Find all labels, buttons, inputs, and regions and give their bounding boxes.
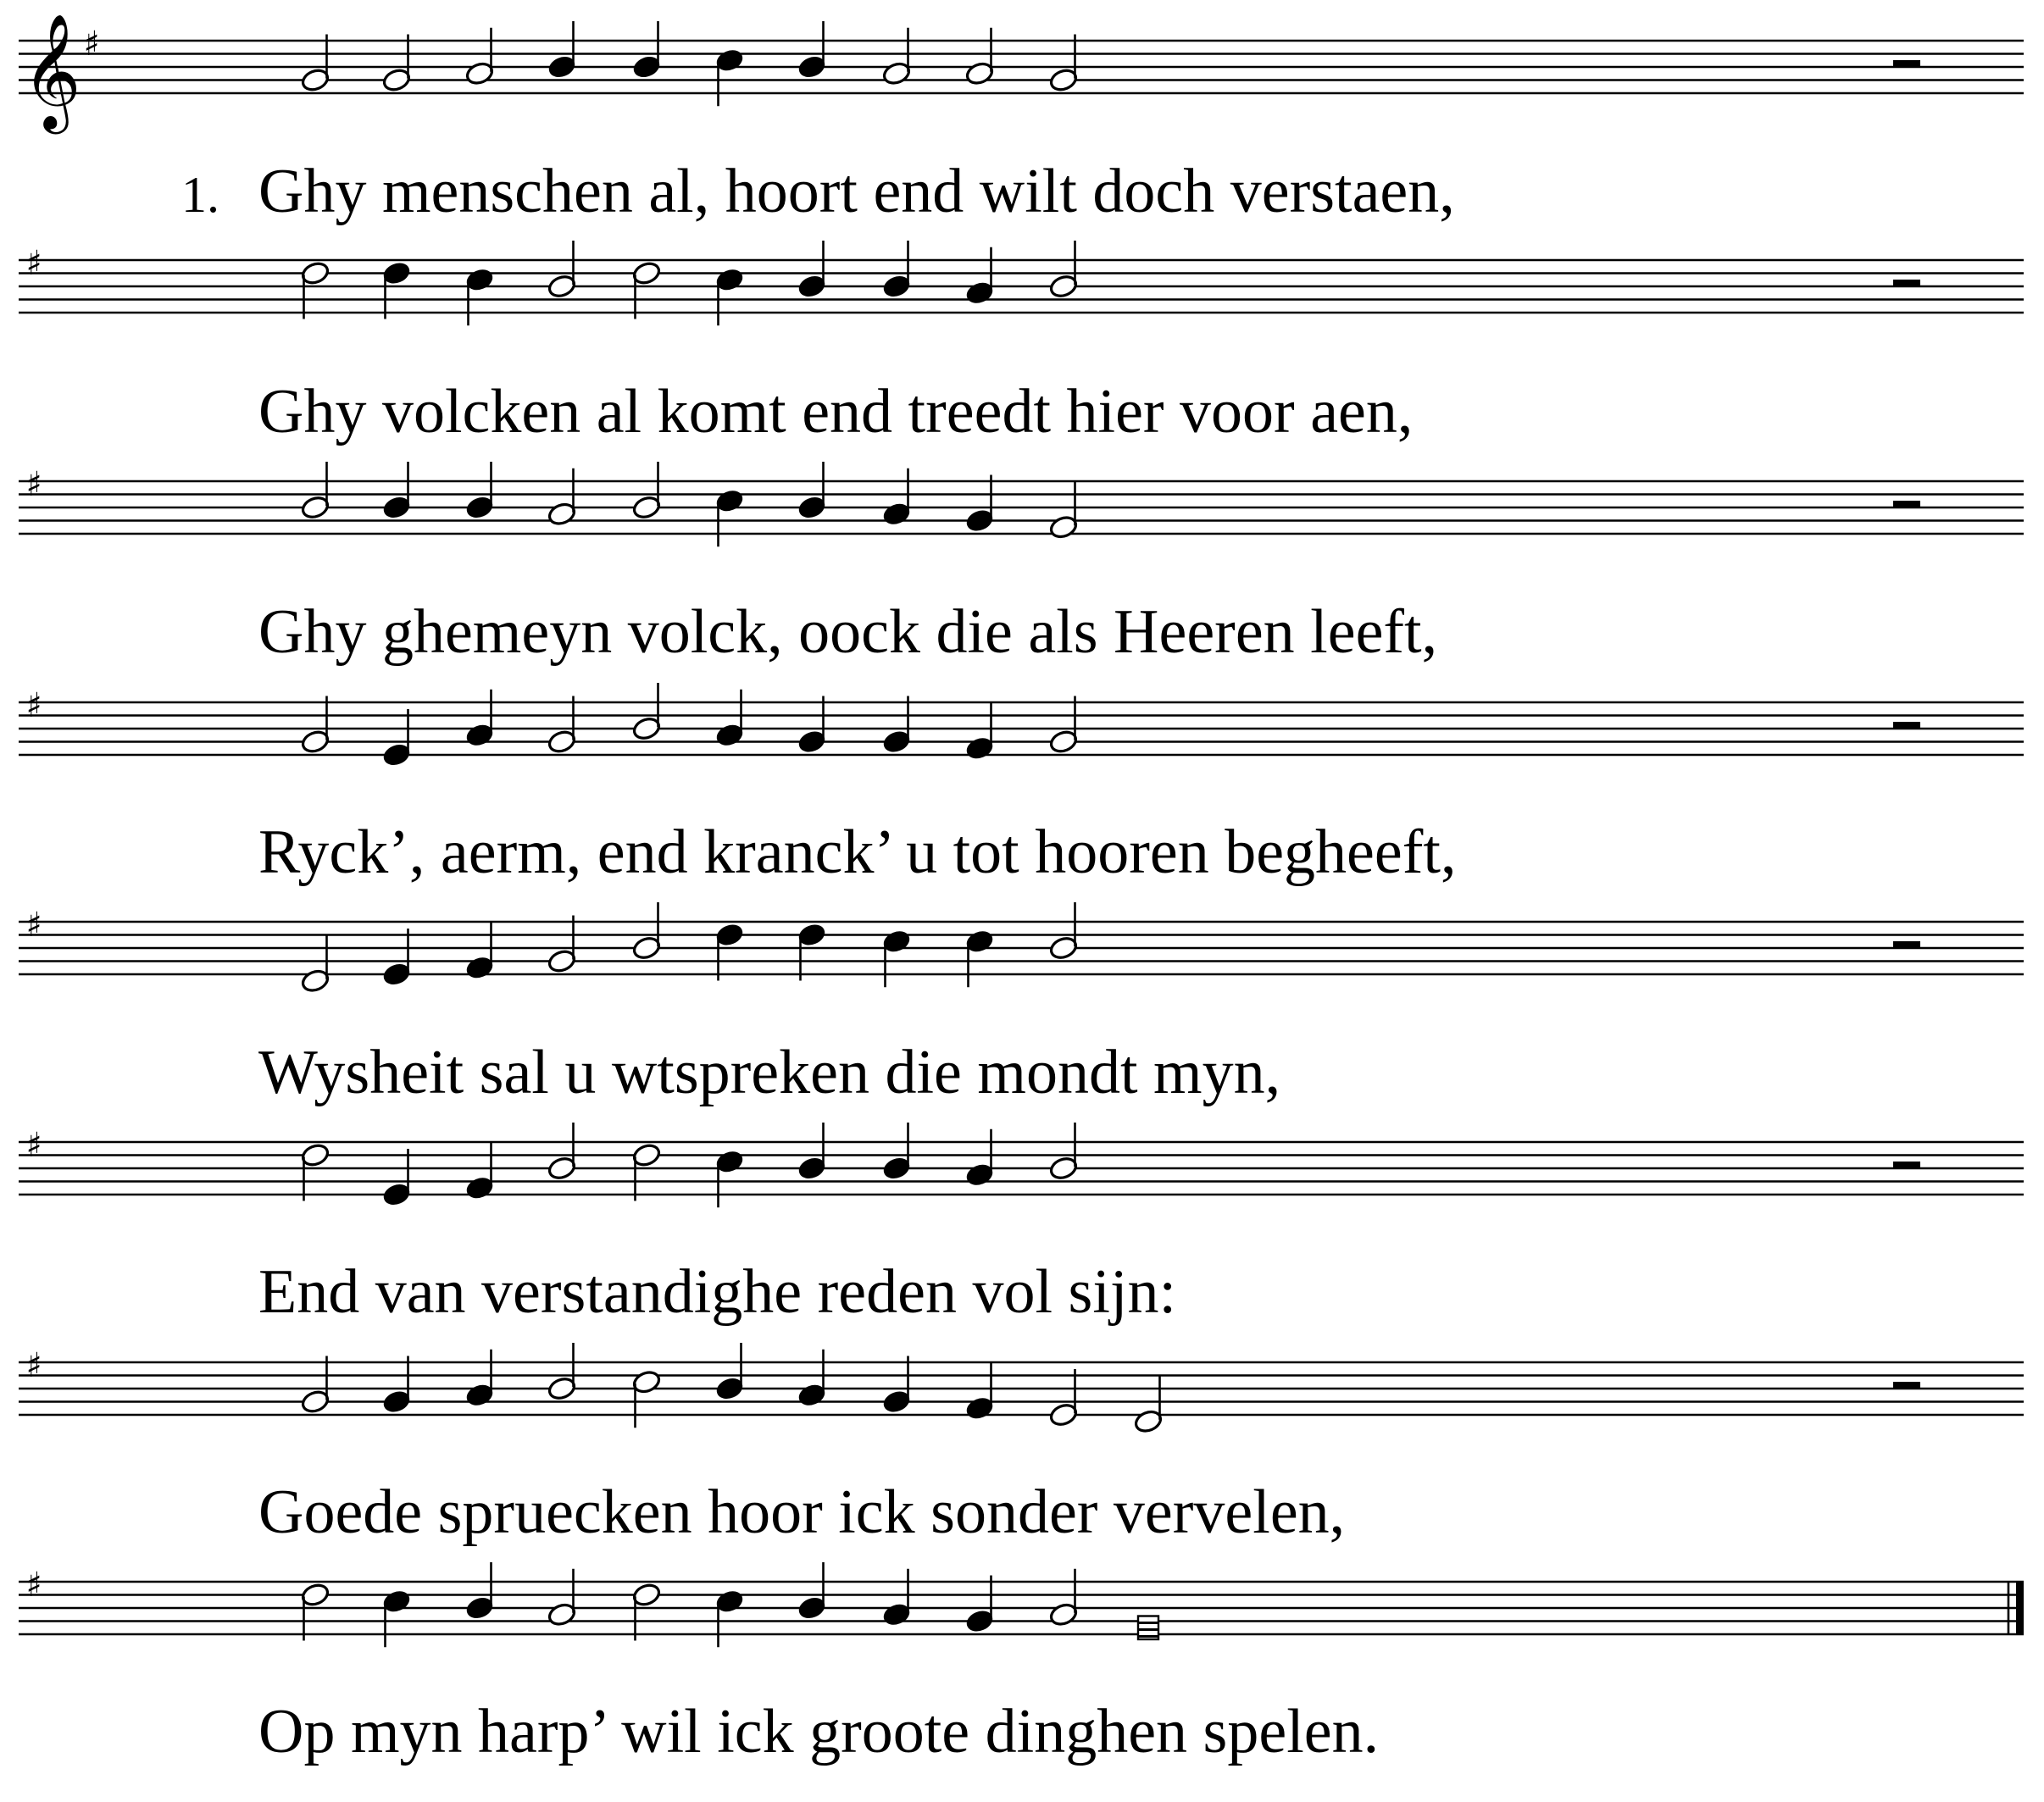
note (714, 488, 745, 546)
rest-icon (1893, 1382, 1920, 1389)
note (714, 47, 745, 106)
note (631, 21, 662, 80)
note (300, 35, 330, 93)
note (631, 1582, 662, 1640)
note (300, 1582, 330, 1640)
note (464, 462, 495, 520)
note (964, 28, 995, 86)
note (964, 1129, 995, 1188)
note (381, 929, 412, 987)
key-signature-sharp-icon: ♯ (25, 686, 42, 725)
note (797, 922, 827, 980)
note (381, 260, 412, 319)
note (714, 1149, 745, 1207)
note (547, 1123, 577, 1181)
note (631, 260, 662, 319)
lyric-line-7: Goede spruecken hoor ick sonder vervelen, (258, 1478, 1346, 1547)
note (1048, 696, 1079, 755)
note (964, 1362, 995, 1421)
lyric-line-3: Ghy ghemeyn volck, oock die als Heeren leeft, (258, 597, 1438, 667)
note (881, 1569, 912, 1627)
note (547, 241, 577, 299)
note (547, 21, 577, 80)
staff-system-7 (19, 1343, 2024, 1547)
final-barline (2016, 1582, 2024, 1634)
treble-clef-icon: 𝄞 (22, 12, 81, 129)
note (881, 28, 912, 86)
staff-system-5 (19, 902, 2024, 1107)
stanza-number: 1. (181, 167, 219, 223)
note (714, 690, 745, 748)
staff-system-2 (19, 241, 2024, 446)
note (547, 696, 577, 755)
staff-system-8 (19, 1562, 2024, 1766)
note (714, 267, 745, 325)
note (964, 702, 995, 761)
note (881, 1356, 912, 1415)
note (1048, 902, 1079, 961)
note (631, 1369, 662, 1428)
note (464, 267, 495, 325)
note (1048, 35, 1079, 93)
note (464, 1142, 495, 1200)
staff-system-3 (19, 462, 2024, 667)
note (300, 462, 330, 520)
rest-icon (1893, 1162, 1920, 1169)
note (881, 241, 912, 299)
note (381, 1149, 412, 1207)
note (381, 35, 412, 93)
note (547, 1343, 577, 1401)
note (547, 469, 577, 527)
staff-system-4 (19, 683, 2024, 887)
note (1138, 1616, 1158, 1640)
key-signature-sharp-icon: ♯ (25, 1126, 42, 1165)
note (881, 929, 912, 987)
note (797, 1123, 827, 1181)
staff-system-1 (19, 12, 2024, 226)
note (464, 1562, 495, 1621)
note (964, 1576, 995, 1634)
rest-icon (1893, 941, 1920, 949)
note (547, 916, 577, 974)
note (714, 1343, 745, 1401)
note (381, 709, 412, 768)
rest-icon (1893, 60, 1920, 68)
rest-icon (1893, 280, 1920, 287)
lyric-line-6: End van verstandighe reden vol sijn: (258, 1257, 1177, 1327)
note (797, 21, 827, 80)
note (964, 475, 995, 534)
note (797, 1562, 827, 1621)
note (300, 696, 330, 755)
staff-system-6 (19, 1123, 2024, 1327)
note (381, 462, 412, 520)
rest-icon (1893, 501, 1920, 508)
note (881, 469, 912, 527)
note (547, 1569, 577, 1627)
note (881, 696, 912, 755)
lyric-line-2: Ghy volcken al komt end treedt hier voor aen, (258, 377, 1414, 446)
note (631, 1142, 662, 1200)
note (464, 922, 495, 980)
note (300, 935, 330, 994)
note (714, 1589, 745, 1647)
note (964, 929, 995, 987)
note (381, 1589, 412, 1647)
note (714, 922, 745, 980)
note (881, 1123, 912, 1181)
note (1133, 1376, 1164, 1434)
lyric-line-5: Wysheit sal u wtspreken die mondt myn, (258, 1038, 1281, 1107)
lyric-line-1: Ghy menschen al, hoort end wilt doch verstaen, (258, 157, 1455, 226)
key-signature-sharp-icon: ♯ (25, 1346, 42, 1385)
note (1048, 1123, 1079, 1181)
lyric-line-4: Ryck’, aerm, end kranck’ u tot hooren begheeft, (258, 818, 1457, 887)
note (464, 690, 495, 748)
note (797, 1350, 827, 1408)
key-signature-sharp-icon: ♯ (83, 25, 100, 64)
note (631, 902, 662, 961)
note (381, 1356, 412, 1415)
note (631, 462, 662, 520)
note (797, 241, 827, 299)
note (797, 696, 827, 755)
note (797, 462, 827, 520)
note (300, 1356, 330, 1415)
note (300, 1142, 330, 1200)
lyric-line-8: Op myn harp’ wil ick groote dinghen spelen. (258, 1697, 1380, 1766)
rest-icon (1893, 722, 1920, 729)
key-signature-sharp-icon: ♯ (25, 1566, 42, 1605)
key-signature-sharp-icon: ♯ (25, 244, 42, 283)
note (631, 683, 662, 741)
note (1048, 241, 1079, 299)
note (464, 28, 495, 86)
note (1048, 1569, 1079, 1627)
note (464, 1350, 495, 1408)
key-signature-sharp-icon: ♯ (25, 906, 42, 945)
note (1048, 1369, 1079, 1428)
key-signature-sharp-icon: ♯ (25, 465, 42, 504)
note (1048, 481, 1079, 540)
note (300, 260, 330, 319)
note (964, 247, 995, 306)
